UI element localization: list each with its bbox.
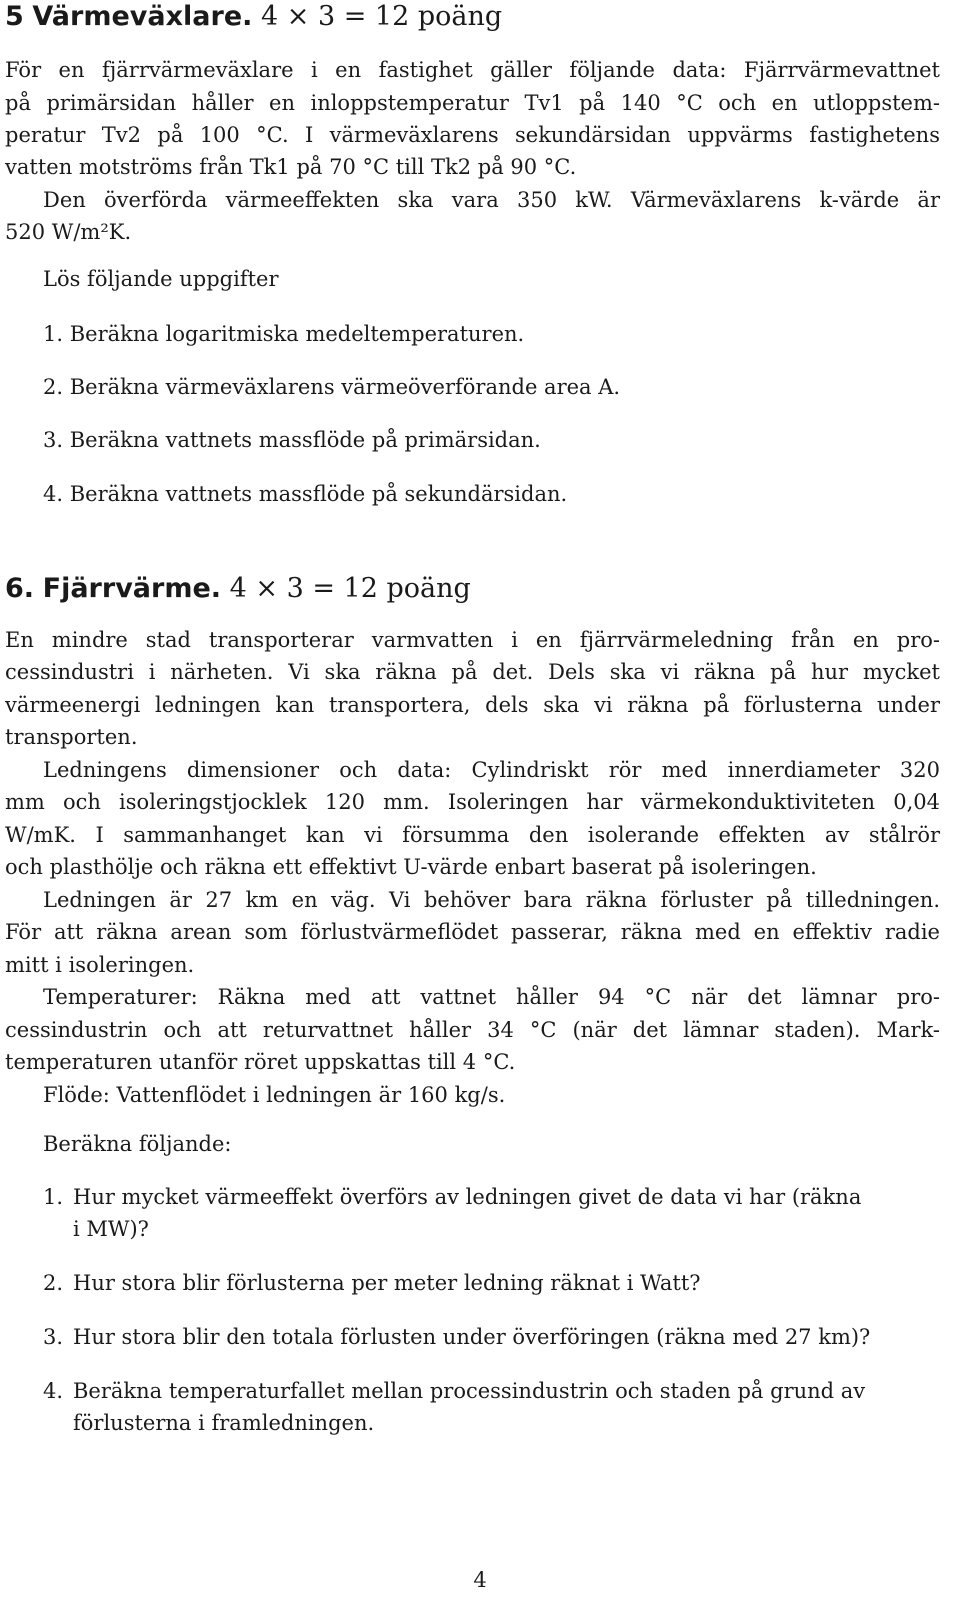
section-5-points: 4 × 3 = 12 poäng: [260, 1, 503, 32]
paragraph-line: peratur Tv2 på 100 °C. I värmeväxlarens sekundärsidan uppvärms fastighetens: [5, 123, 940, 147]
paragraph-line: transporten.: [5, 725, 138, 749]
list-item: [5, 1375, 865, 1408]
list-item-text: Hur stora blir förlusterna per meter ledning räknat i Watt?: [73, 1271, 701, 1295]
list-item: [43, 424, 541, 457]
list-item-text: Beräkna vattnets massflöde på sekundärsidan.: [69, 482, 568, 506]
page-number: 4: [473, 1568, 487, 1592]
list-item-text: Hur stora blir den totala förlusten under överföringen (räkna med 27 km)?: [73, 1325, 871, 1349]
section-6-number: 6.: [5, 573, 35, 604]
paragraph-line: och plasthölje och räkna ett effektivt U-värde enbart baserat på isoleringen.: [5, 855, 817, 879]
section-6-points: 4 × 3 = 12 poäng: [229, 573, 471, 604]
list-item-text: Beräkna vattnets massflöde på primärsidan.: [69, 428, 541, 452]
paragraph-line: W/mK. I sammanhanget kan vi försumma den isolerande effekten av stålrör: [5, 823, 940, 847]
list-item: [43, 371, 620, 404]
paragraph-line: värmeenergi ledningen kan transportera, dels ska vi räkna på förlusterna under: [5, 693, 940, 717]
list-item-number: 1.: [43, 322, 64, 346]
list-item-number: 1.: [43, 1185, 64, 1209]
paragraph-line: För en fjärrvärmeväxlare i en fastighet gäller följande data: Fjärrvärmevattnet: [5, 58, 940, 82]
task-intro: Beräkna följande:: [43, 1132, 232, 1156]
paragraph-line: Ledningens dimensioner och data: Cylindriskt rör med innerdiameter 320: [43, 758, 940, 782]
paragraph-line: mm och isoleringstjocklek 120 mm. Isoleringen har värmekonduktiviteten 0,04: [5, 790, 940, 814]
list-item-text: Beräkna logaritmiska medeltemperaturen.: [69, 322, 525, 346]
section-5-title: Värmeväxlare.: [32, 1, 253, 32]
list-item-text: Beräkna värmeväxlarens värmeöverförande area A.: [69, 375, 621, 399]
paragraph-line: temperaturen utanför röret uppskattas till 4 °C.: [5, 1050, 516, 1074]
paragraph-line: För att räkna arean som förlustvärmeflödet passerar, räkna med en effektiv radie: [5, 920, 940, 944]
list-item-number: 2.: [43, 1271, 64, 1295]
list-item-number: 4.: [43, 482, 64, 506]
list-item-continuation: i MW)?: [73, 1217, 149, 1241]
paragraph-line: Temperaturer: Räkna med att vattnet håller 94 °C när det lämnar pro-: [43, 985, 940, 1009]
list-item-number: 4.: [43, 1379, 64, 1403]
paragraph-line: En mindre stad transporterar varmvatten i en fjärrvärmeledning från en pro-: [5, 628, 940, 652]
paragraph-line: mitt i isoleringen.: [5, 953, 195, 977]
list-item: [5, 1181, 861, 1214]
paragraph-line: Ledningen är 27 km en väg. Vi behöver bara räkna förluster på tilledningen.: [43, 888, 940, 912]
list-item-number: 3.: [43, 428, 64, 452]
list-item: [43, 478, 567, 511]
list-item: [5, 1321, 870, 1354]
list-item-number: 2.: [43, 375, 64, 399]
section-5-number: 5: [5, 1, 24, 32]
paragraph-line: vatten motströms från Tk1 på 70 °C till Tk2 på 90 °C.: [5, 155, 577, 179]
section-5-heading: [5, 0, 502, 34]
list-item-number: 3.: [43, 1325, 64, 1349]
list-item-text: Hur mycket värmeeffekt överförs av ledningen givet de data vi har (räkna: [73, 1185, 862, 1209]
list-item: [43, 318, 524, 351]
section-6-heading: [5, 572, 471, 606]
section-6-title: Fjärrvärme.: [42, 573, 222, 604]
task-intro: Lös följande uppgifter: [43, 267, 279, 291]
paragraph-line: på primärsidan håller en inloppstemperatur Tv1 på 140 °C och en utloppstem-: [5, 91, 940, 115]
paragraph-line: cessindustrin och att returvattnet håller 34 °C (när det lämnar staden). Mark-: [5, 1018, 940, 1042]
paragraph-line: cessindustri i närheten. Vi ska räkna på det. Dels ska vi räkna på hur mycket: [5, 660, 940, 684]
paragraph-line: 520 W/m²K.: [5, 220, 132, 244]
paragraph-line: Flöde: Vattenflödet i ledningen är 160 kg/s.: [43, 1083, 506, 1107]
list-item-continuation: förlusterna i framledningen.: [73, 1411, 375, 1435]
list-item-text: Beräkna temperaturfallet mellan processindustrin och staden på grund av: [73, 1379, 866, 1403]
list-item: [5, 1267, 701, 1300]
paragraph-line: Den överförda värmeeffekten ska vara 350 kW. Värmeväxlarens k-värde är: [43, 188, 940, 212]
